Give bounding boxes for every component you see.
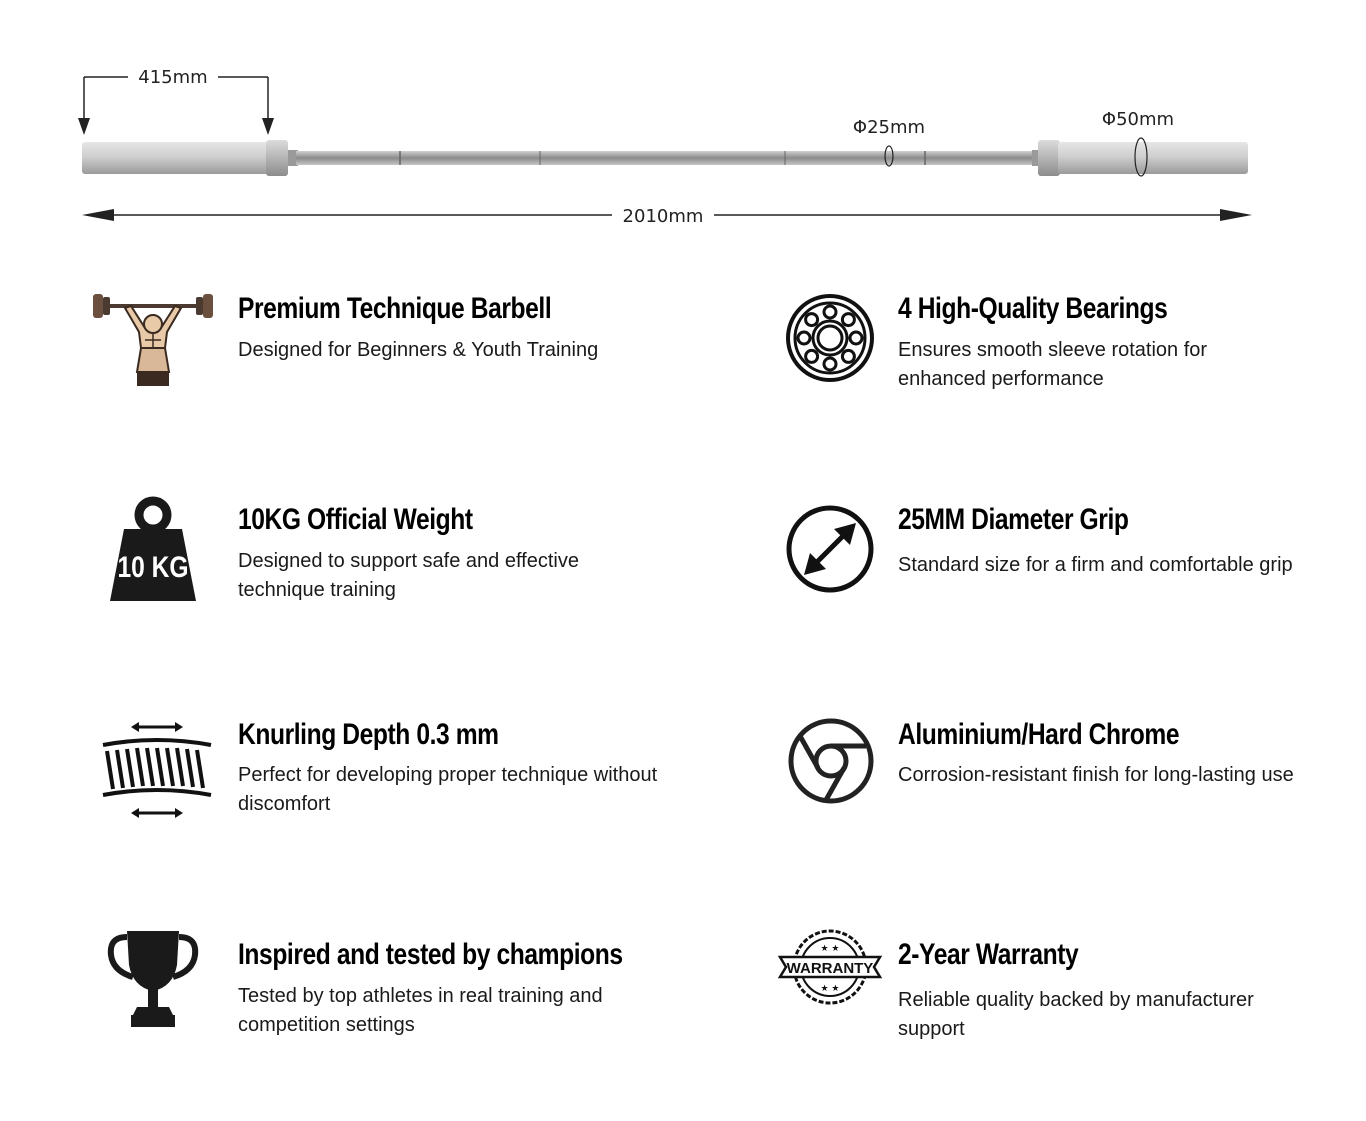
left-sleeve (82, 142, 272, 174)
weight-label: 10 KG (117, 549, 189, 584)
feature-title: Aluminium/Hard Chrome (898, 718, 1180, 751)
feature-title: 25MM Diameter Grip (898, 503, 1129, 536)
shaft-diameter-label: Φ25mm (852, 117, 926, 138)
feature-title: 2-Year Warranty (898, 938, 1079, 971)
right-collar (1038, 140, 1060, 176)
feature-description: Designed for Beginners & Youth Training (238, 339, 599, 361)
feature-title: Inspired and tested by champions (238, 938, 623, 971)
feature-title: 4 High-Quality Bearings (898, 292, 1168, 325)
knurling-icon (88, 714, 218, 824)
diameter-icon (765, 494, 895, 604)
barbell-diagram (0, 0, 1366, 250)
feature-description: Tested by top athletes in real training and competition settings (238, 985, 603, 1036)
total-length-label: 2010mm (622, 206, 704, 227)
arrow-down-icon (262, 118, 274, 135)
warranty-badge-icon (765, 912, 895, 1022)
feature-description: Ensures smooth sleeve rotation for enhanced performance (898, 339, 1208, 390)
total-length-dimension (82, 206, 1252, 227)
chrome-icon (766, 706, 896, 816)
feature-description: Standard size for a firm and comfortable grip (898, 554, 1293, 576)
feature-description: Designed to support safe and effective technique training (238, 550, 579, 601)
arrow-left-icon (82, 209, 114, 221)
barbell-shaft (296, 151, 1042, 165)
kettle-weight-icon (88, 495, 218, 605)
svg-text:★ ★: ★ ★ (820, 944, 840, 954)
arrow-down-icon (78, 118, 90, 135)
feature-description: Reliable quality backed by manufacturer support (898, 989, 1254, 1040)
weightlifter-icon (88, 285, 218, 395)
trophy-icon (88, 922, 218, 1032)
sleeve-diameter-label: Φ50mm (1101, 109, 1175, 130)
feature-description: Corrosion-resistant finish for long-lasting use (898, 764, 1294, 786)
svg-text:★ ★: ★ ★ (820, 984, 840, 994)
arrow-right-icon (1220, 209, 1252, 221)
feature-title: 10KG Official Weight (238, 503, 473, 536)
feature-title: Premium Technique Barbell (238, 292, 552, 325)
feature-title: Knurling Depth 0.3 mm (238, 718, 499, 751)
feature-description: Perfect for developing proper technique without discomfort (238, 764, 658, 815)
left-collar (266, 140, 288, 176)
bearing-icon (765, 283, 895, 393)
sleeve-length-dimension (78, 67, 274, 135)
sleeve-length-label: 415mm (138, 67, 208, 88)
warranty-badge-label: WARRANTY (786, 960, 874, 977)
right-sleeve (1058, 142, 1248, 174)
